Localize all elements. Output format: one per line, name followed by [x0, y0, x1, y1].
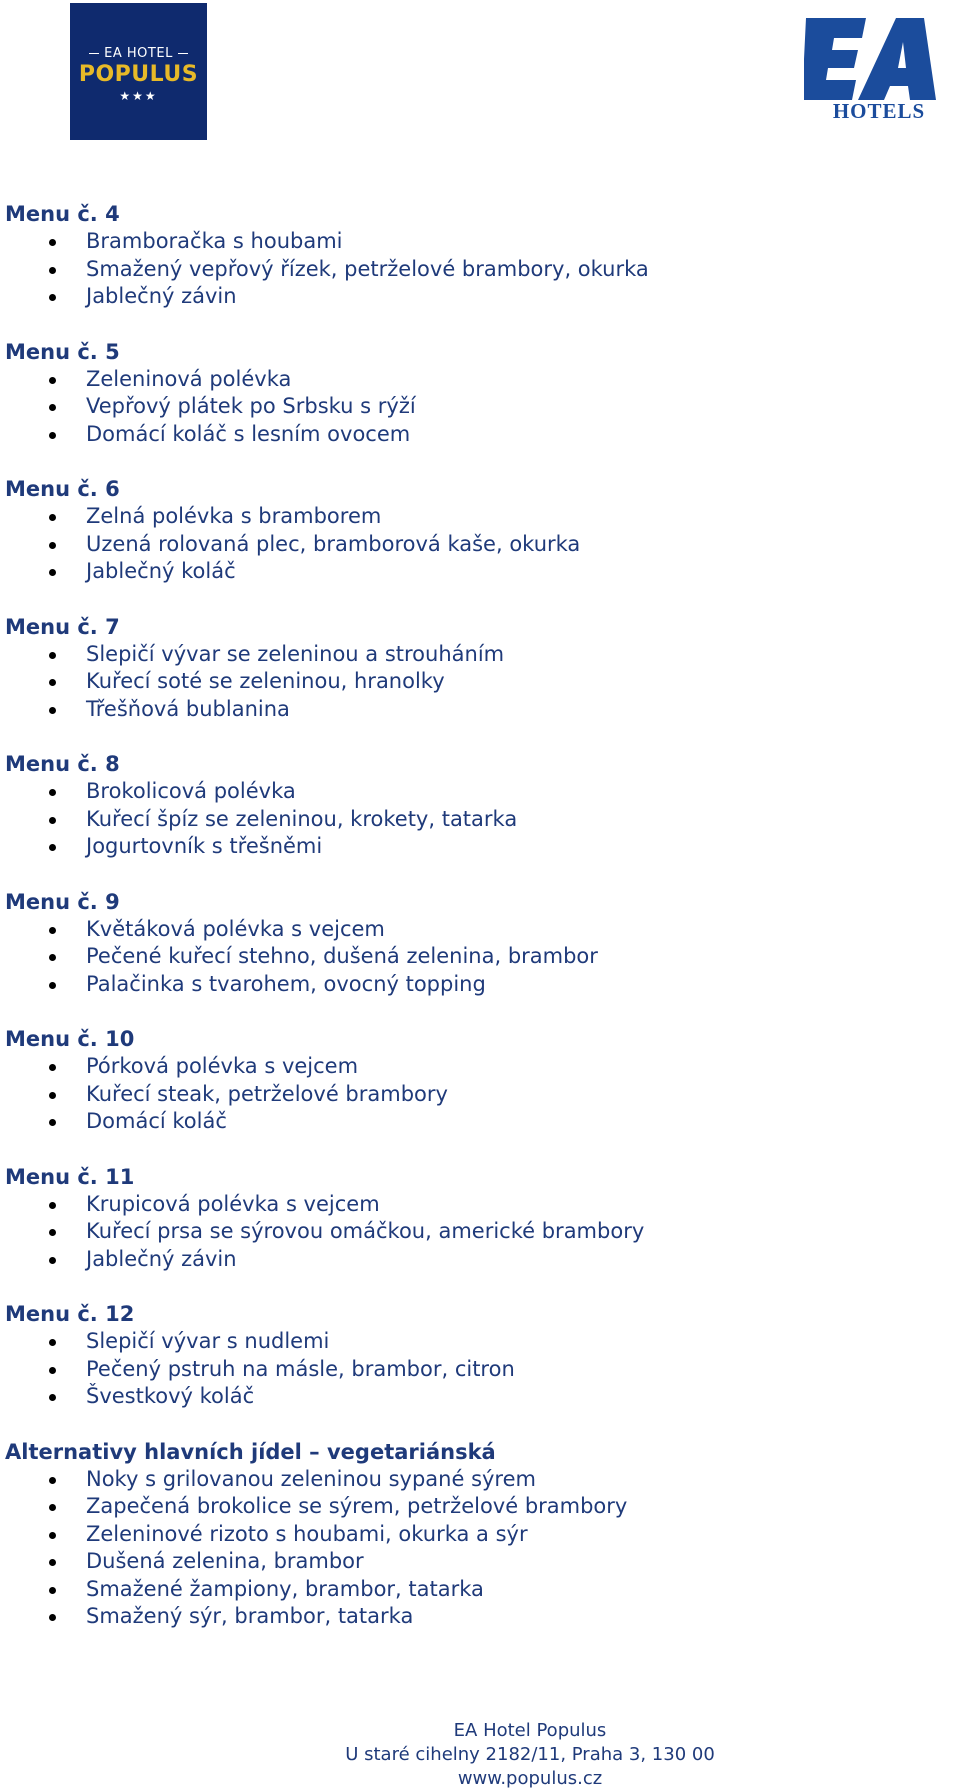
bullet-icon [49, 1532, 56, 1539]
menu-title: Menu č. 11 [5, 1164, 135, 1189]
menu-item [5, 1053, 935, 1081]
menu-item [5, 1521, 935, 1549]
bullet-icon [49, 569, 56, 576]
bullet-icon [49, 844, 56, 851]
menu-item [5, 1191, 935, 1219]
bullet-icon [49, 954, 56, 961]
menu-title: Menu č. 7 [5, 614, 120, 639]
menu-item-text: Kuřecí steak, petrželové brambory [86, 1081, 448, 1106]
menu-item-text: Zeleninová polévka [86, 366, 292, 391]
bullet-icon [49, 789, 56, 796]
bullet-icon [49, 1339, 56, 1346]
menu-title: Menu č. 12 [5, 1302, 135, 1326]
bullet-icon [49, 1229, 56, 1236]
ea-hotel-populus-logo [70, 3, 207, 140]
menu-block [5, 1300, 935, 1411]
menu-item-text: Smažené žampiony, brambor, tatarka [86, 1576, 484, 1601]
menu-item-text: Jablečný závin [86, 1246, 237, 1271]
menu-item [5, 531, 935, 559]
menu-item [5, 558, 935, 586]
menu-gap [5, 1273, 935, 1300]
menu-item-text: Smažený vepřový řízek, petrželové brambory, okurka [86, 256, 649, 281]
menu-item-text: Domácí koláč [86, 1109, 227, 1133]
menu-item [5, 1246, 935, 1274]
bullet-icon [49, 267, 56, 274]
menu-item-text: Zapečená brokolice se sýrem, petrželové brambory [86, 1494, 628, 1518]
menu-list [5, 200, 935, 1631]
footer-website: www.populus.cz [457, 1768, 603, 1789]
bullet-icon [49, 1614, 56, 1621]
bullet-icon [49, 1064, 56, 1071]
menu-gap [5, 1136, 935, 1163]
menu-item-text: Jogurtovník s třešněmi [86, 834, 323, 858]
menu-gap [5, 448, 935, 475]
bullet-icon [49, 1257, 56, 1264]
bullet-icon [49, 432, 56, 439]
menu-item [5, 1493, 935, 1521]
bullet-icon [49, 1559, 56, 1566]
menu-item-text: Pórková polévka s vejcem [86, 1054, 359, 1078]
ea-hotels-logo-text: HOTELS [832, 99, 926, 120]
menu-item-text: Kuřecí špíz se zeleninou, krokety, tatarka [86, 806, 518, 831]
ea-hotels-logo [804, 10, 954, 120]
menu-gap [5, 723, 935, 750]
menu-gap [5, 586, 935, 613]
bullet-icon [49, 514, 56, 521]
ea-hotels-logo-mark [804, 10, 954, 120]
menu-title: Menu č. 10 [5, 1027, 135, 1051]
menu-item [5, 256, 935, 284]
menu-block [5, 1438, 935, 1631]
menu-gap [5, 998, 935, 1025]
menu-item-text: Uzená rolovaná plec, bramborová kaše, okurka [86, 531, 581, 556]
bullet-icon [49, 1202, 56, 1209]
menu-item [5, 696, 935, 724]
menu-item [5, 1466, 935, 1494]
menu-item-text: Jablečný závin [86, 284, 237, 308]
logo-dash-left [89, 53, 99, 54]
menu-item [5, 668, 935, 696]
bullet-icon [49, 1504, 56, 1511]
bullet-icon [49, 377, 56, 384]
bullet-icon [49, 652, 56, 659]
menu-item-text: Pečené kuřecí stehno, dušená zelenina, brambor [86, 944, 598, 968]
menu-item [5, 971, 935, 999]
bullet-icon [49, 239, 56, 246]
menu-block [5, 200, 935, 311]
menu-item [5, 283, 935, 311]
bullet-icon [49, 927, 56, 934]
menu-item [5, 228, 935, 256]
menu-item [5, 641, 935, 669]
logo-line1: EA HOTEL [104, 46, 173, 61]
menu-block [5, 475, 935, 586]
menu-item-text: Krupicová polévka s vejcem [86, 1191, 380, 1216]
menu-item [5, 421, 935, 449]
menu-item-text: Kuřecí prsa se sýrovou omáčkou, americké brambory [86, 1219, 645, 1243]
menu-title: Menu č. 4 [5, 202, 120, 226]
menu-item [5, 1603, 935, 1631]
menu-title: Menu č. 6 [5, 477, 120, 501]
menu-gap [5, 861, 935, 888]
menu-item-text: Pečený pstruh na másle, brambor, citron [86, 1356, 515, 1381]
menu-item-text: Dušená zelenina, brambor [86, 1549, 364, 1573]
menu-item-text: Kuřecí soté se zeleninou, hranolky [86, 669, 445, 693]
menu-block [5, 338, 935, 449]
menu-item-text: Třešňová bublanina [86, 696, 290, 721]
menu-title: Menu č. 5 [5, 339, 120, 364]
menu-gap [5, 311, 935, 338]
menu-title: Menu č. 8 [5, 752, 120, 776]
menu-item [5, 1328, 935, 1356]
logo-stars: ★★★ [119, 89, 158, 103]
bullet-icon [49, 679, 56, 686]
footer-address: U staré cihelny 2182/11, Praha 3, 130 00 [345, 1744, 715, 1765]
menu-item-text: Zelná polévka s bramborem [86, 504, 382, 528]
menu-item-text: Palačinka s tvarohem, ovocný topping [86, 971, 486, 996]
menu-item-text: Smažený sýr, brambor, tatarka [86, 1604, 414, 1628]
menu-block [5, 1025, 935, 1136]
bullet-icon [49, 1119, 56, 1126]
menu-block [5, 888, 935, 999]
bullet-icon [49, 707, 56, 714]
menu-item-text: Švestkový koláč [86, 1384, 255, 1408]
bullet-icon [49, 1367, 56, 1374]
menu-item [5, 1576, 935, 1604]
bullet-icon [49, 1394, 56, 1401]
menu-item [5, 366, 935, 394]
menu-item [5, 833, 935, 861]
menu-item-text: Slepičí vývar se zeleninou a strouháním [86, 641, 505, 666]
bullet-icon [49, 1587, 56, 1594]
menu-item-text: Květáková polévka s vejcem [86, 916, 385, 941]
menu-item-text: Zeleninové rizoto s houbami, okurka a sýr [86, 1521, 528, 1546]
logo-ea-hotel-line [89, 46, 188, 61]
menu-block [5, 613, 935, 724]
menu-item [5, 1218, 935, 1246]
menu-item [5, 1108, 935, 1136]
footer-hotel-name: EA Hotel Populus [453, 1720, 607, 1741]
menu-item-text: Domácí koláč s lesním ovocem [86, 421, 411, 446]
bullet-icon [49, 294, 56, 301]
bullet-icon [49, 404, 56, 411]
logo-dash-right [178, 53, 188, 54]
menu-item [5, 1383, 935, 1411]
menu-item-text: Vepřový plátek po Srbsku s rýží [86, 394, 416, 418]
menu-item-text: Noky s grilovanou zeleninou sypané sýrem [86, 1466, 536, 1491]
menu-block [5, 750, 935, 861]
bullet-icon [49, 982, 56, 989]
menu-block [5, 1163, 935, 1274]
menu-item [5, 943, 935, 971]
menu-title: Menu č. 9 [5, 889, 120, 914]
menu-item-text: Bramboračka s houbami [86, 229, 343, 253]
menu-item [5, 916, 935, 944]
menu-item-text: Jablečný koláč [86, 559, 236, 583]
bullet-icon [49, 817, 56, 824]
menu-item [5, 1356, 935, 1384]
menu-item [5, 1548, 935, 1576]
bullet-icon [49, 542, 56, 549]
menu-item [5, 503, 935, 531]
bullet-icon [49, 1092, 56, 1099]
menu-item [5, 393, 935, 421]
menu-gap [5, 1411, 935, 1438]
menu-item [5, 1081, 935, 1109]
menu-item [5, 806, 935, 834]
menu-item-text: Brokolicová polévka [86, 779, 296, 803]
menu-item [5, 778, 935, 806]
bullet-icon [49, 1477, 56, 1484]
menu-title: Alternativy hlavních jídel – vegetariánská [5, 1439, 496, 1464]
menu-item-text: Slepičí vývar s nudlemi [86, 1329, 330, 1353]
footer [0, 1719, 960, 1791]
logo-brand-name: POPULUS [78, 62, 199, 87]
